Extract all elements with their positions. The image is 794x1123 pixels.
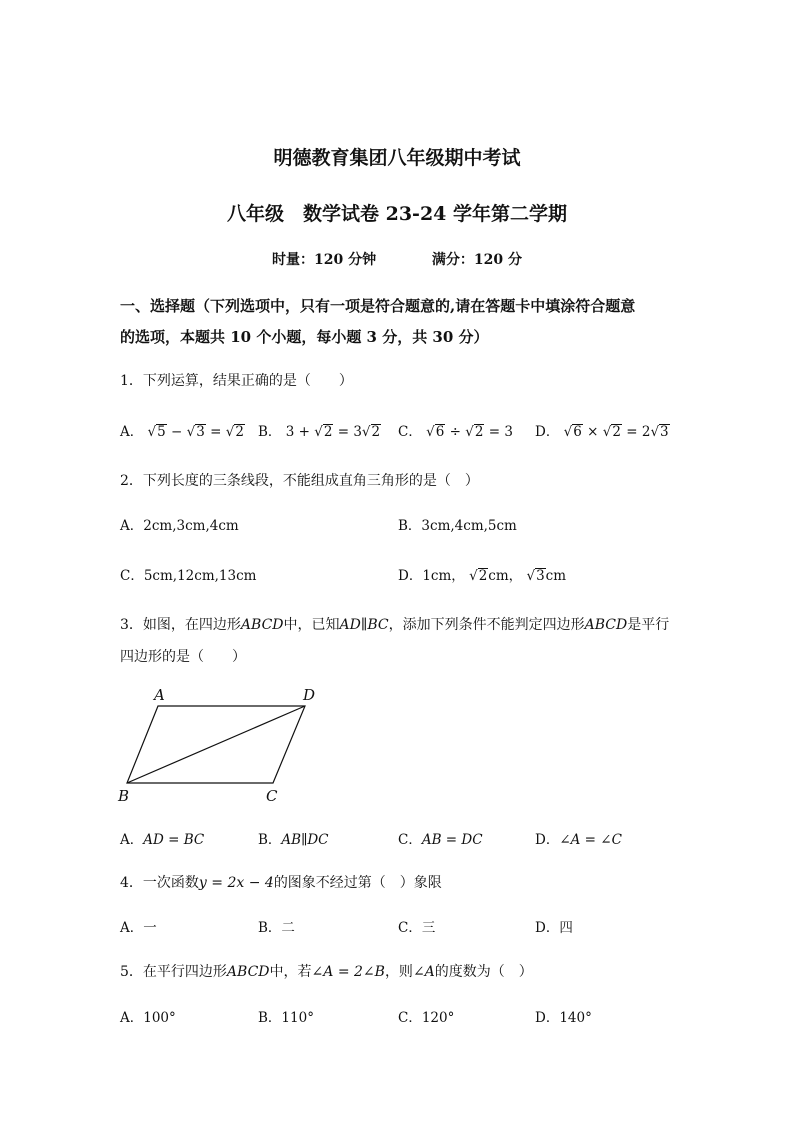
vertex-label-a: A [154,686,165,704]
q4-option-d: D．四 [535,920,573,936]
section-heading-line2: 的选项，本题共 10 个小题，每小题 3 分，共 30 分） [120,328,489,346]
q5-option-a: A．100° [120,1010,176,1026]
q1-option-c: C． √6 ÷ √2 = 3 [398,424,513,440]
q3-option-b: B．AB∥DC [258,832,329,848]
q1-option-b: B． 3 + √2 = 3√2 [258,424,381,440]
question-1-stem: 1．下列运算，结果正确的是（ ） [120,373,353,389]
question-2-stem: 2．下列长度的三条线段，不能组成直角三角形的是（ ） [120,473,479,489]
vertex-label-c: C [266,787,278,805]
q5-option-b: B．110° [258,1010,314,1026]
q1-option-a: A． √5 − √3 = √2 [120,424,244,440]
q4-option-c: C．三 [398,920,436,936]
q3-option-c: C．AB = DC [398,832,483,848]
question-4-stem: 4．一次函数y = 2x − 4的图象不经过第（ ）象限 [120,875,442,891]
q2-option-b: B．3cm,4cm,5cm [398,518,517,534]
question-3-stem-line1: 3．如图，在四边形ABCD中，已知AD∥BC，添加下列条件不能判定四边形ABCD是平行 [120,617,670,633]
exam-title: 明德教育集团八年级期中考试 [273,147,521,169]
q5-option-c: C．120° [398,1010,455,1026]
exam-score: 满分：120 分 [431,252,522,268]
exam-time: 时量：120 分钟 [272,252,377,268]
q4-option-a: A．一 [120,920,157,936]
q3-option-d: D．∠A = ∠C [535,832,622,848]
vertex-label-b: B [118,787,130,805]
q2-option-d: D．1cm， √2cm， √3cm [398,568,567,584]
exam-meta [0,249,794,269]
vertex-label-d: D [303,686,316,704]
question-5-stem: 5．在平行四边形ABCD中，若∠A = 2∠B，则∠A的度数为（ ） [120,964,533,980]
q5-option-d: D．140° [535,1010,592,1026]
q2-option-c: C．5cm,12cm,13cm [120,568,257,584]
parallelogram-figure [110,680,330,810]
section-heading-line1: 一、选择题（下列选项中，只有一项是符合题意的,请在答题卡中填涂符合题意 [120,297,636,315]
q1-option-d: D． √6 × √2 = 2√3 [535,424,669,440]
question-3-stem-line2: 四边形的是（ ） [120,649,246,665]
q3-option-a: A．AD = BC [120,832,205,848]
q2-option-a: A．2cm,3cm,4cm [120,518,239,534]
exam-subtitle: 八年级 数学试卷 23-24 学年第二学期 [227,203,567,225]
q4-option-b: B．二 [258,920,295,936]
